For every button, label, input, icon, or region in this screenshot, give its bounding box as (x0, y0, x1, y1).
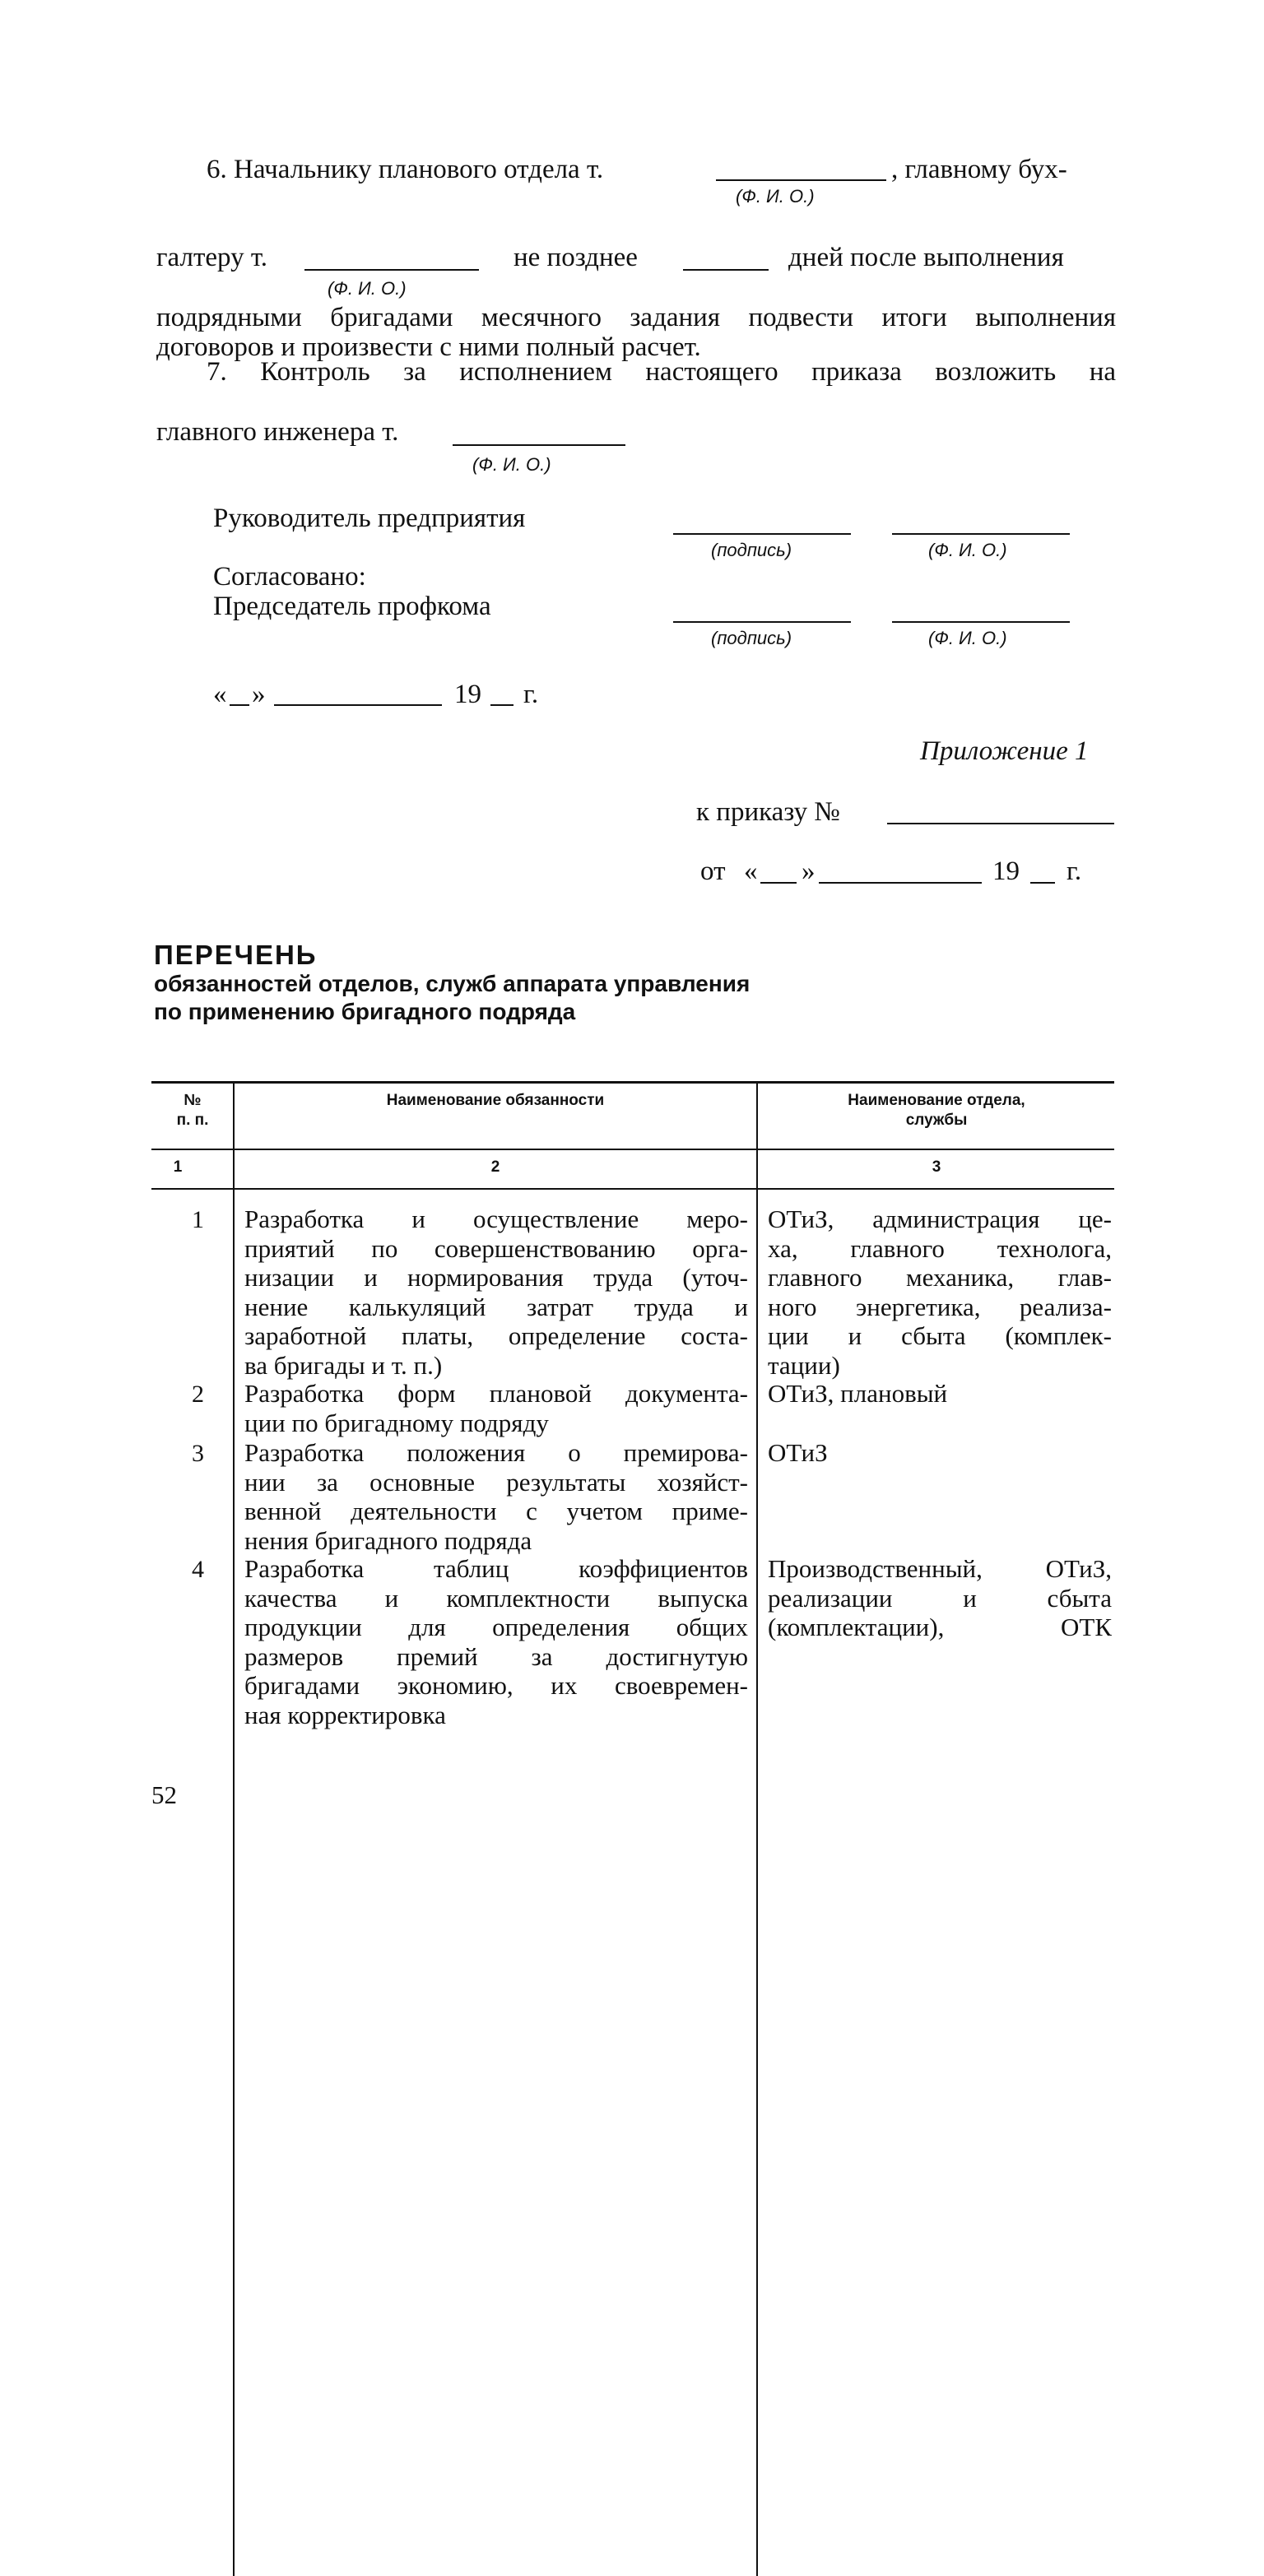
year-line (1030, 882, 1055, 884)
column-divider (233, 1083, 235, 2576)
department-text-line: Производственный, ОТиЗ, (768, 1554, 1112, 1583)
department-cell (768, 1379, 1112, 1409)
date-suffix: г. (1066, 856, 1082, 886)
header-rule (151, 1149, 1114, 1150)
date-year: 19 (454, 680, 481, 709)
row-number: 4 (192, 1556, 204, 1583)
signature-caption: (подпись) (711, 540, 792, 560)
list-subtitle-line1: обязанностей отделов, служб аппарата управления (154, 971, 750, 996)
column-number-rule (151, 1188, 1114, 1190)
list-subtitle-line2: по применению бригадного подряда (154, 999, 576, 1024)
fill-line (683, 269, 769, 271)
duty-text-line: нение калькуляций затрат труда и (244, 1292, 748, 1321)
duty-text-line: нии за основные результаты хозяйст- (244, 1467, 748, 1497)
duty-text-line: Разработка таблиц коэффициентов (244, 1554, 748, 1583)
department-text-line: ОТиЗ, администрация це- (768, 1204, 1112, 1233)
header-num-abbr: п. п. (176, 1112, 209, 1129)
order-ref: к приказу № (696, 797, 840, 827)
order-number-line (887, 823, 1114, 824)
list-heading: ПЕРЕЧЕНЬ (154, 940, 318, 970)
duty-text-line: ва бригады и т. п.) (244, 1350, 443, 1380)
duty-text-line: ная корректировка (244, 1700, 446, 1729)
duty-text-line: Разработка положения о премирова- (244, 1438, 748, 1467)
fill-line (304, 269, 479, 271)
column-divider (756, 1083, 758, 2576)
date-open-quote: « (213, 680, 227, 709)
fio-line (892, 533, 1070, 535)
item6-line1-end: , главному бух- (891, 155, 1067, 184)
header-num-symbol: № (184, 1092, 202, 1109)
department-text-line: ного энергетика, реализа- (768, 1292, 1112, 1321)
duty-text-line: венной деятельности с учетом приме- (244, 1497, 748, 1525)
day-line (760, 882, 797, 884)
duty-text-line: бригадами экономию, их своевремен- (244, 1671, 748, 1700)
item7-line1: 7. Контроль за исполнением настоящего приказа возложить на (207, 357, 1116, 387)
department-text-line: (комплектации), ОТК (768, 1613, 1112, 1641)
duty-text-line: Разработка форм плановой документа- (244, 1379, 748, 1408)
table-top-rule (151, 1081, 1114, 1084)
head-label: Руководитель предприятия (213, 504, 526, 533)
item7-line2: главного инженера т. (156, 417, 399, 447)
header-dept (759, 1091, 1114, 1130)
duty-text-line: размеров премий за достигнутую (244, 1641, 748, 1671)
department-cell (768, 1438, 1112, 1468)
signature-line (673, 533, 851, 535)
duty-text-line: приятий по совершенствованию орга- (244, 1233, 748, 1263)
department-text-line: ции и сбыта (комплек- (768, 1321, 1112, 1350)
year-line (490, 704, 514, 706)
department-text-line: ОТиЗ (768, 1438, 828, 1467)
fio-caption: (Ф. И. О.) (736, 186, 815, 207)
duty-text-line: нения бригадного подряда (244, 1525, 532, 1555)
appendix-title: Приложение 1 (920, 736, 1089, 766)
department-cell (768, 1204, 1112, 1380)
duty-text-line: заработной платы, определение соста- (244, 1321, 748, 1350)
month-line (274, 704, 442, 706)
department-text-line: ОТиЗ, плановый (768, 1379, 948, 1408)
header-duty: Наименование обязанности (386, 1092, 605, 1109)
header-num (153, 1091, 232, 1130)
duty-text-line: качества и комплектности выпуска (244, 1583, 748, 1613)
date-close-quote: » (252, 680, 266, 709)
item6-line3: подрядными бригадами месячного задания подвести итоги выполнения (156, 303, 1116, 332)
row-number: 2 (192, 1381, 204, 1408)
day-line (230, 704, 249, 706)
item6-line2-end: дней после выполнения (788, 243, 1064, 272)
agreed-label: Согласовано: (213, 562, 366, 592)
duty-text-line: Разработка и осуществление меро- (244, 1204, 748, 1233)
column-number: 2 (490, 1158, 500, 1176)
header-dept-line1: Наименование отдела, (848, 1092, 1025, 1109)
union-chair-label: Председатель профкома (213, 592, 491, 621)
duty-text-line: ции по бригадному подряду (244, 1408, 549, 1437)
duty-text-line: продукции для определения общих (244, 1613, 748, 1641)
fio-caption: (Ф. И. О.) (328, 278, 407, 299)
duty-cell (244, 1379, 748, 1437)
department-text-line: реализации и сбыта (768, 1583, 1112, 1613)
item6-line1-start: 6. Начальнику планового отдела т. (207, 155, 604, 184)
signature-caption: (подпись) (711, 628, 792, 648)
column-number: 3 (932, 1158, 941, 1176)
date-close-quote: » (802, 856, 816, 886)
fio-caption: (Ф. И. О.) (472, 454, 551, 475)
date-open-quote: « (744, 856, 758, 886)
month-line (819, 882, 982, 884)
department-cell (768, 1554, 1112, 1642)
duty-cell (244, 1554, 748, 1729)
fio-caption: (Ф. И. О.) (928, 628, 1007, 648)
duty-text-line: низации и нормирования труда (уточ- (244, 1263, 748, 1292)
date-suffix: г. (523, 680, 539, 709)
department-text-line: ха, главного технолога, (768, 1233, 1112, 1263)
item6-line2-start: галтеру т. (156, 243, 268, 272)
fio-caption: (Ф. И. О.) (928, 540, 1007, 560)
department-text-line: тации) (768, 1350, 840, 1380)
page-number: 52 (151, 1780, 177, 1809)
fio-line (892, 621, 1070, 623)
department-text-line: главного механика, глав- (768, 1263, 1112, 1292)
fill-line (453, 444, 625, 446)
item6-line4: договоров и произвести с ними полный расчет. (156, 332, 701, 362)
header-dept-line2: службы (905, 1112, 968, 1129)
date-year: 19 (992, 856, 1020, 886)
duty-cell (244, 1204, 748, 1380)
duty-cell (244, 1438, 748, 1555)
row-number: 3 (192, 1440, 204, 1467)
row-number: 1 (192, 1206, 204, 1233)
appendix-date-prefix: от (700, 856, 726, 886)
signature-line (673, 621, 851, 623)
item6-line2-mid: не позднее (514, 243, 638, 272)
fill-line (716, 179, 886, 181)
column-number: 1 (173, 1158, 183, 1176)
